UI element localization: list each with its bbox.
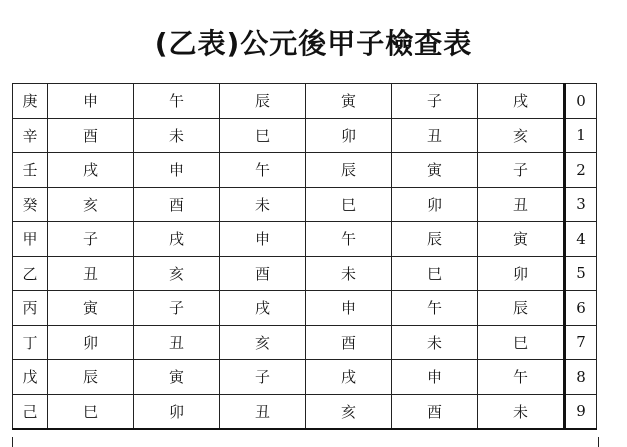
branch-cell: 酉 [134, 187, 220, 222]
branch-cell: 申 [220, 222, 306, 257]
table-row [13, 394, 597, 429]
year-digit-cell: 2 [565, 153, 597, 188]
branch-cell: 申 [392, 360, 478, 395]
branch-cell: 戌 [48, 153, 134, 188]
year-digit-cell: 3 [565, 187, 597, 222]
table-row [13, 153, 597, 188]
table-row [13, 84, 597, 119]
branch-cell: 亥 [306, 394, 392, 429]
branch-cell: 丑 [220, 394, 306, 429]
branch-cell: 巳 [220, 118, 306, 153]
branch-cell: 戌 [478, 84, 565, 119]
branch-cell: 辰 [48, 360, 134, 395]
page-title: (乙表)公元後甲子檢查表 [154, 27, 473, 60]
stem-cell: 己 [13, 394, 48, 429]
branch-cell: 酉 [392, 394, 478, 429]
branch-cell: 子 [392, 84, 478, 119]
branch-cell: 子 [478, 153, 565, 188]
stem-cell: 丁 [13, 325, 48, 360]
table-row [13, 187, 597, 222]
branch-cell: 卯 [392, 187, 478, 222]
branch-cell: 亥 [478, 118, 565, 153]
table-body [13, 84, 597, 430]
year-digit-cell: 7 [565, 325, 597, 360]
branch-cell: 寅 [134, 360, 220, 395]
branch-cell: 亥 [48, 187, 134, 222]
branch-cell: 丑 [134, 325, 220, 360]
branch-cell: 卯 [306, 118, 392, 153]
branch-cell: 巳 [48, 394, 134, 429]
stem-cell: 庚 [13, 84, 48, 119]
stem-cell: 甲 [13, 222, 48, 257]
branch-cell: 申 [306, 291, 392, 326]
branch-cell: 卯 [134, 394, 220, 429]
branch-cell: 辰 [306, 153, 392, 188]
branch-cell: 寅 [392, 153, 478, 188]
branch-cell: 亥 [220, 325, 306, 360]
branch-cell: 寅 [306, 84, 392, 119]
stem-cell: 辛 [13, 118, 48, 153]
branch-cell: 巳 [392, 256, 478, 291]
branch-cell: 申 [48, 84, 134, 119]
branch-cell: 辰 [220, 84, 306, 119]
table-row [13, 118, 597, 153]
branch-cell: 丑 [48, 256, 134, 291]
branch-cell: 寅 [478, 222, 565, 257]
sexagenary-lookup-table [12, 83, 597, 430]
branch-cell: 未 [392, 325, 478, 360]
branch-cell: 戌 [220, 291, 306, 326]
stem-cell: 丙 [13, 291, 48, 326]
table-row [13, 256, 597, 291]
branch-cell: 未 [478, 394, 565, 429]
branch-cell: 酉 [220, 256, 306, 291]
branch-cell: 午 [134, 84, 220, 119]
branch-cell: 午 [478, 360, 565, 395]
year-digit-cell: 1 [565, 118, 597, 153]
table-row [13, 325, 597, 360]
branch-cell: 酉 [48, 118, 134, 153]
branch-cell: 巳 [306, 187, 392, 222]
branch-cell: 子 [48, 222, 134, 257]
branch-cell: 午 [306, 222, 392, 257]
table-row [13, 291, 597, 326]
branch-cell: 亥 [134, 256, 220, 291]
branch-cell: 未 [134, 118, 220, 153]
branch-cell: 戌 [306, 360, 392, 395]
stem-cell: 戊 [13, 360, 48, 395]
branch-cell: 寅 [48, 291, 134, 326]
branch-cell: 卯 [48, 325, 134, 360]
branch-cell: 戌 [134, 222, 220, 257]
year-digit-cell: 6 [565, 291, 597, 326]
branch-cell: 未 [220, 187, 306, 222]
branch-cell: 子 [220, 360, 306, 395]
branch-cell: 辰 [392, 222, 478, 257]
branch-cell: 午 [392, 291, 478, 326]
table-row [13, 360, 597, 395]
branch-cell: 辰 [478, 291, 565, 326]
stem-cell: 乙 [13, 256, 48, 291]
table-row [13, 222, 597, 257]
table-bottom-edge [12, 437, 599, 447]
branch-cell: 酉 [306, 325, 392, 360]
branch-cell: 申 [134, 153, 220, 188]
branch-cell: 丑 [392, 118, 478, 153]
stem-cell: 癸 [13, 187, 48, 222]
stem-cell: 壬 [13, 153, 48, 188]
year-digit-cell: 4 [565, 222, 597, 257]
branch-cell: 午 [220, 153, 306, 188]
year-digit-cell: 8 [565, 360, 597, 395]
branch-cell: 巳 [478, 325, 565, 360]
year-digit-cell: 0 [565, 84, 597, 119]
branch-cell: 子 [134, 291, 220, 326]
branch-cell: 卯 [478, 256, 565, 291]
year-digit-cell: 9 [565, 394, 597, 429]
year-digit-cell: 5 [565, 256, 597, 291]
branch-cell: 丑 [478, 187, 565, 222]
branch-cell: 未 [306, 256, 392, 291]
